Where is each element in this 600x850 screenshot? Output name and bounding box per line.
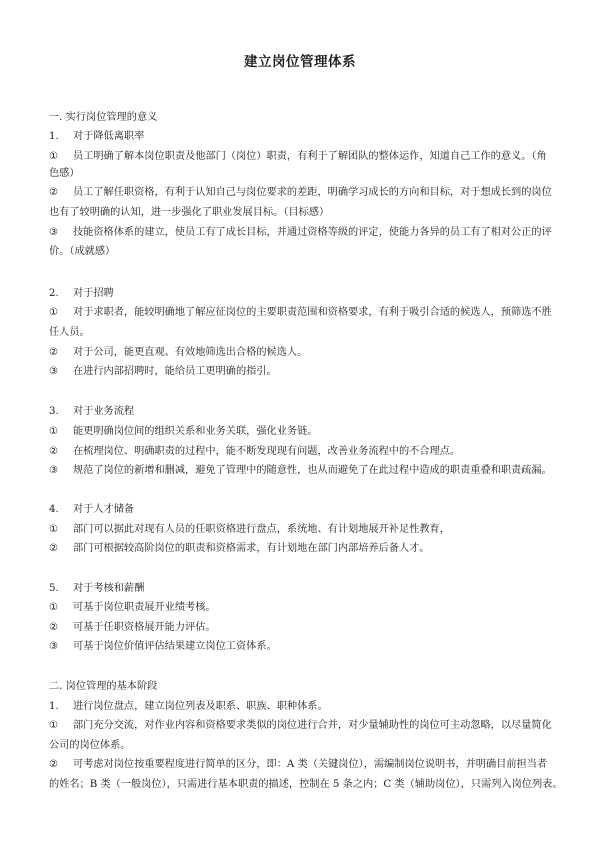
list-item: ① 对于求职者，能较明确地了解应征岗位的主要职责范围和资格要求，有利于吸引合适的候选人，预筛选不胜 — [49, 307, 552, 318]
list-item: ② 在梳理岗位、明确职责的过程中，能不断发现现有问题，改善业务流程中的不合理点。 — [49, 446, 461, 457]
section-heading: 二. 岗位管理的基本阶段 — [49, 681, 158, 692]
list-item: ② 部门可根据较高阶岗位的职责和资格需求，有计划地在部门内部培养后备人才。 — [49, 543, 430, 554]
subsection-heading: 4. 对于人才储备 — [49, 504, 135, 515]
list-item-continuation: 也有了较明确的认知，进一步强化了职业发展目标。（目标感） — [49, 207, 330, 218]
list-item-continuation: 任人员。 — [49, 327, 90, 338]
list-item-continuation: 的姓名；B 类（一般岗位），只需进行基本职责的描述，控制在 5 条之内；C 类（辅助岗位），只需列入岗位列表。 — [49, 779, 563, 790]
subsection-heading: 5. 对于考核和薪酬 — [49, 583, 145, 594]
subsection-heading: 1. 对于降低离职率 — [49, 131, 145, 142]
list-item-continuation: 价。（成就感） — [49, 246, 116, 257]
subsection-heading: 1. 进行岗位盘点，建立岗位列表及职系、职族、职种体系。 — [49, 701, 328, 712]
list-item: ② 可基于任职资格展开能力评估。 — [49, 622, 216, 633]
list-item: ① 能更明确岗位间的组织关系和业务关联，强化业务链。 — [49, 426, 318, 437]
list-item: ② 对于公司，能更直观、有效地筛选出合格的候选人。 — [49, 347, 308, 358]
subsection-heading: 3. 对于业务流程 — [49, 406, 135, 417]
list-item: ③ 在进行内部招聘时，能给员工更明确的指引。 — [49, 366, 277, 377]
page-title: 建立岗位管理体系 — [244, 54, 356, 70]
list-item: ① 可基于岗位职责展开业绩考核。 — [49, 602, 216, 613]
list-item: ① 部门充分交流，对作业内容和资格要求类似的岗位进行合并，对少量辅助性的岗位可主动忽略，以尽量简化 — [49, 720, 552, 731]
list-item-continuation: 色感） — [49, 168, 80, 179]
subsection-heading: 2. 对于招聘 — [49, 288, 114, 299]
list-item: ③ 可基于岗位价值评估结果建立岗位工资体系。 — [49, 641, 277, 652]
list-item-continuation: 公司的岗位体系。 — [49, 740, 131, 751]
list-item: ② 员工了解任职资格，有利于认知自己与岗位要求的差距，明确学习成长的方向和目标，对于想成长到的岗位 — [49, 187, 552, 198]
list-item: ① 员工明确了解本岗位职责及他部门（岗位）职责，有利于了解团队的整体运作，知道自己工作的意义。（角 — [49, 151, 547, 162]
list-item: ① 部门可以据此对现有人员的任职资格进行盘点，系统地、有计划地展开补足性教育， — [49, 524, 450, 535]
list-item: ② 可考虑对岗位按重要程度进行简单的区分，即：A 类（关键岗位），需编制岗位说明书，并明确目前担当者 — [49, 759, 548, 770]
list-item: ③ 技能资格体系的建立，使员工有了成长目标，并通过资格等级的评定，使能力各异的员工有了相对公正的评 — [49, 227, 552, 238]
section-heading: 一. 实行岗位管理的意义 — [49, 112, 158, 123]
list-item: ③ 规范了岗位的新增和删减，避免了管理中的随意性，也从而避免了在此过程中造成的职责重叠和职责疏漏。 — [49, 465, 552, 476]
